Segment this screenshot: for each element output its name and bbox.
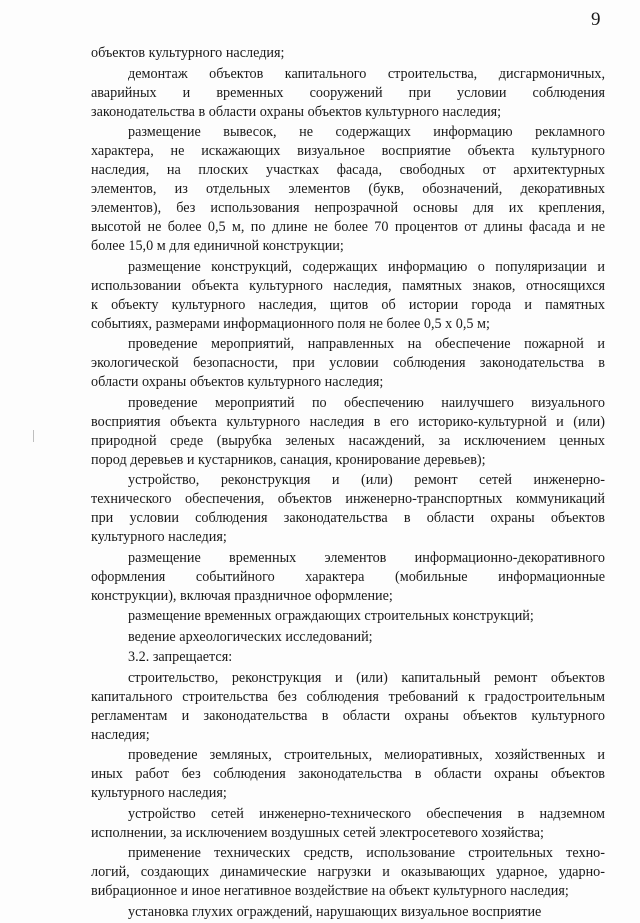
text-line: законодательства в области охраны объектов культурного наследия; [91, 103, 502, 120]
scan-artifact [33, 430, 34, 442]
paragraph [91, 746, 605, 803]
text-line: строительство, реконструкция и (или) капитальный ремонт объектов [128, 669, 605, 686]
paragraph [91, 549, 605, 606]
text-line: размещение временных ограждающих строительных конструкций; [128, 608, 534, 624]
text-line: природной среде (вырубка зеленых насаждений, за исключением ценных [91, 432, 605, 449]
paragraph [91, 258, 605, 334]
paragraph [91, 65, 605, 122]
paragraph [91, 394, 605, 470]
text-line: объектов культурного наследия; [91, 45, 285, 61]
text-line: проведение мероприятий по обеспечению наилучшего визуального [128, 394, 605, 411]
text-line: вибрационное и иное негативное воздействие на объект культурного наследия; [91, 883, 569, 899]
text-line: наследия, на плоских участках фасада, свободных от архитектурных [91, 162, 605, 178]
text-line: более 15,0 м для единичной конструкции; [91, 238, 344, 254]
text-line: к объекту культурного наследия, щитов об истории города и памятных [91, 296, 605, 313]
paragraph [91, 44, 605, 63]
text-line: характера, не искажающих визуальное восприятие объекта культурного [91, 143, 605, 159]
text-line: оформления событийного характера (мобильные информационные [91, 568, 605, 585]
text-line: демонтаж объектов капитального строительства, дисгармоничных, [128, 65, 605, 82]
text-line: логий, создающих динамические нагрузки и оказывающих ударное, ударно- [91, 864, 605, 880]
paragraph [91, 123, 605, 256]
text-line: установка глухих ограждений, нарушающих визуальное восприятие [128, 903, 542, 920]
text-line: применение технических средств, использование строительных техно- [128, 845, 605, 861]
text-line: ведение археологических исследований; [128, 628, 373, 645]
text-line: капитального строительства без соблюдения требований к градостроительным [91, 688, 605, 705]
text-line: области охраны объектов культурного наследия; [91, 374, 384, 390]
text-line: использовании объекта культурного наследия, памятных знаков, относящихся [91, 277, 605, 294]
paragraph [91, 844, 605, 901]
text-line: событиях, размерами информационного поля не более 0,5 х 0,5 м; [91, 315, 490, 332]
text-line: культурного наследия; [91, 785, 227, 801]
text-line: размещение временных элементов информационно-декоративного [128, 549, 605, 566]
text-line: восприятия объекта культурного наследия в его историко-культурной и (или) [91, 413, 605, 430]
body-text [91, 44, 605, 923]
paragraph [91, 471, 605, 547]
text-line: проведение мероприятий, направленных на обеспечение пожарной и [128, 336, 605, 352]
paragraph [91, 648, 605, 667]
paragraph [91, 628, 605, 647]
text-line: размещение конструкций, содержащих информацию о популяризации и [128, 258, 605, 275]
page-number: 9 [591, 9, 601, 30]
text-line: размещение вывесок, не содержащих информацию рекламного [128, 124, 605, 140]
text-line: экологической безопасности, при условии соблюдения законодательства в [91, 355, 605, 371]
text-line: элементов, из отдельных элементов (букв, обозначений, декоративных [91, 181, 605, 197]
text-line: устройство сетей инженерно-технического обеспечения в надземном [128, 805, 605, 822]
text-line: конструкции), включая праздничное оформление; [91, 587, 393, 604]
text-line: аварийных и временных сооружений при условии соблюдения [91, 84, 605, 101]
text-line: элементов), без использования непрозрачной основы для их крепления, [91, 200, 605, 216]
text-line: 3.2. запрещается: [128, 649, 233, 665]
text-line: технического обеспечения, объектов инженерно-транспортных коммуникаций [91, 491, 605, 507]
paragraph [91, 669, 605, 745]
text-line: наследия; [91, 726, 150, 743]
text-line: устройство, реконструкция и (или) ремонт сетей инженерно- [128, 472, 605, 488]
paragraph [91, 903, 605, 922]
text-line: пород деревьев и кустарников, санация, кронирование деревьев); [91, 451, 486, 468]
text-line: при условии соблюдения законодательства в области охраны объектов [91, 510, 605, 526]
text-line: исполнении, за исключением воздушных сетей электросетевого хозяйства; [91, 824, 545, 841]
paragraph [91, 335, 605, 392]
text-line: проведение земляных, строительных, мелиоративных, хозяйственных и [128, 747, 605, 763]
text-line: культурного наследия; [91, 529, 227, 545]
text-line: иных работ без соблюдения законодательства в области охраны объектов [91, 766, 605, 782]
text-line: высотой не более 0,5 м, по длине не более 70 процентов от длины фасада и не [91, 219, 605, 235]
paragraph [91, 607, 605, 626]
text-line: регламентам и законодательства в области охраны объектов культурного [91, 707, 605, 724]
paragraph [91, 805, 605, 843]
